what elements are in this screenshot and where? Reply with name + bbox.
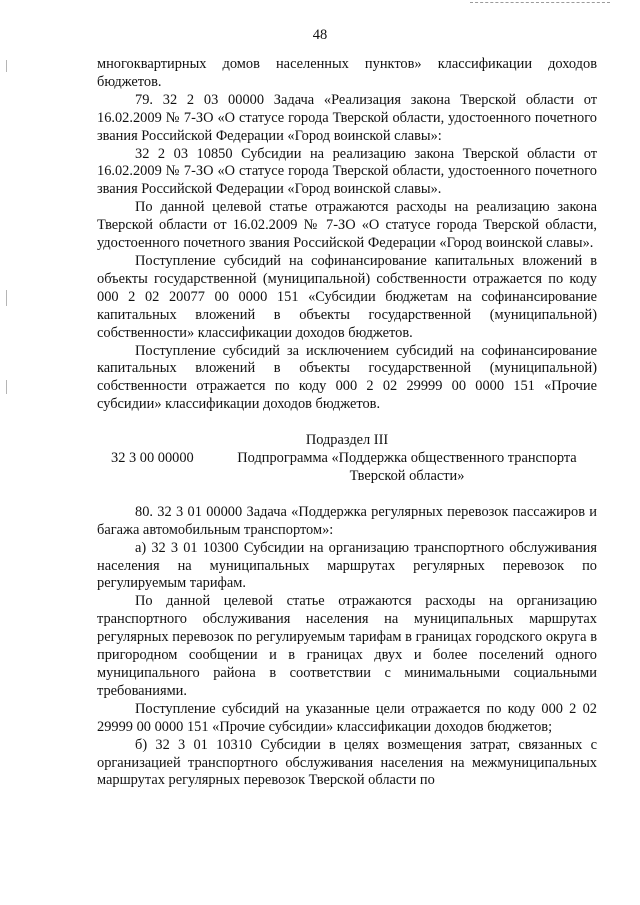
scan-edge-mark — [6, 60, 7, 72]
subsection-title-line: Подпрограмма «Поддержка общественного транспорта — [237, 450, 577, 467]
paragraph: 80. 32 3 01 00000 Задача «Поддержка регулярных перевозок пассажиров и багажа автомобильным транспортом»: — [97, 503, 597, 538]
subsection-label: Подраздел III — [305, 432, 389, 449]
paragraph: б) 32 3 01 10310 Субсидии в целях возмещения затрат, связанных с организацией транспортного обслуживания населения на межмуниципальных маршрутах регулярных перевозок Тверской области по — [97, 736, 597, 789]
subsection-title-line: Тверской области» — [349, 467, 465, 484]
scan-edge-mark — [6, 290, 7, 306]
document-body — [97, 56, 597, 790]
paragraph: Поступление субсидий на софинансирование капитальных вложений в объекты государственной (муниципальной) собственности отражается по коду 000 2 02 20077 00 0000 151 «Субсидии бюджетам на софинансирование капитальных вложений в объекты государственной (муниципальной) собственности» классификации доходов бюджетов. — [97, 252, 597, 341]
paragraph: 32 2 03 10850 Субсидии на реализацию закона Тверской области от 16.02.2009 № 7-ЗО «О статусе города Тверской области, удостоенного почетного звания Российской Федерации «Город воинской славы». — [97, 145, 597, 198]
paragraph: Поступление субсидий за исключением субсидий на софинансирование капитальных вложений в объекты государственной (муниципальной) собственности отражается по коду 000 2 02 29999 00 0000 151 «Прочие субсидии» классификации доходов бюджетов. — [97, 342, 597, 413]
subsection-title — [227, 450, 597, 486]
spacer — [97, 486, 597, 504]
paragraph: 79. 32 2 03 00000 Задача «Реализация закона Тверской области от 16.02.2009 № 7-ЗО «О статусе города Тверской области, удостоенного почетного звания Российской Федерации «Город воинской славы»: — [97, 91, 597, 144]
paragraph: а) 32 3 01 10300 Субсидии на организацию транспортного обслуживания населения на муниципальных маршрутах регулярных перевозок по регулируемым тарифам. — [97, 539, 597, 592]
subsection-heading — [97, 450, 597, 486]
page-number: 48 — [312, 27, 328, 43]
scan-edge-mark — [6, 380, 7, 394]
spacer — [97, 414, 597, 432]
paragraph: По данной целевой статье отражаются расходы на организацию транспортного обслуживания населения на муниципальных маршрутах регулярных перевозок по регулируемым тарифам в границах городского округа в пригородном сообщении и в границах двух и более поселений одного муниципального района в соответствии с минимальными социальными требованиями. — [97, 593, 597, 699]
paragraph: По данной целевой статье отражаются расходы на реализацию закона Тверской области от 16.02.2009 № 7-ЗО «О статусе города Тверской области, удостоенного почетного звания Российской Федерации «Город воинской славы». — [97, 199, 597, 252]
paragraph: Поступление субсидий на указанные цели отражается по коду 000 2 02 29999 00 0000 151 «Прочие субсидии» классификации доходов бюджетов; — [97, 700, 597, 735]
scan-artifact-line — [470, 2, 610, 3]
subsection-code: 32 3 00 00000 — [111, 450, 194, 467]
paragraph: многоквартирных домов населенных пунктов» классификации доходов бюджетов. — [97, 56, 597, 90]
